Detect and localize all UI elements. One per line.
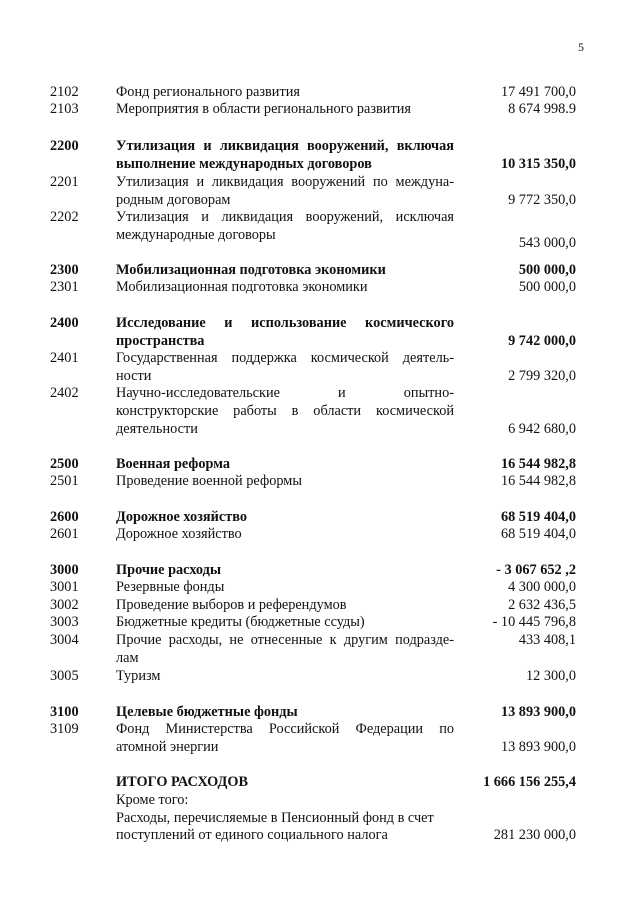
section-code: 3000 [50, 562, 79, 578]
row-code: 2402 [50, 385, 79, 401]
section-amount: 9 742 000,0 [508, 332, 576, 349]
desc-line: Исследование и использование космического [116, 315, 454, 331]
row-description: Проведение выборов и референдумов [116, 597, 347, 613]
row-description [116, 174, 454, 210]
desc-line: конструкторские работы в области космической [116, 402, 454, 419]
row-description: Мобилизационная подготовка экономики [116, 279, 368, 295]
total-amount: 1 666 156 255,4 [483, 774, 576, 790]
section-code: 2600 [50, 509, 79, 525]
row-description: Дорожное хозяйство [116, 526, 242, 542]
section-code: 3100 [50, 704, 79, 720]
row-description [116, 632, 454, 668]
row-code: 2201 [50, 174, 79, 190]
desc-line: ности [116, 367, 152, 384]
desc-line: Фонд Министерства Российской Федерации по [116, 721, 454, 737]
row-amount: 4 300 000,0 [508, 579, 576, 595]
row-description: Бюджетные кредиты (бюджетные ссуды) [116, 614, 365, 630]
row-amount: 68 519 404,0 [500, 526, 576, 542]
section-title: Целевые бюджетные фонды [116, 704, 298, 720]
pension-description [116, 810, 454, 846]
row-amount: 12 300,0 [525, 668, 576, 684]
section-amount: 10 315 350,0 [500, 155, 576, 172]
section-code: 2300 [50, 262, 79, 278]
section-title: Дорожное хозяйство [116, 509, 248, 525]
row-description: Резервные фонды [116, 579, 225, 595]
desc-line: Прочие расходы, не отнесенные к другим подразде- [116, 632, 454, 648]
desc-line: Утилизация и ликвидация вооружений, исключая [116, 209, 454, 225]
row-code: 3002 [50, 597, 79, 613]
section-title: Прочие расходы [116, 562, 222, 578]
desc-line: поступлений от единого социального налога [116, 827, 388, 844]
row-code: 2301 [50, 279, 79, 295]
desc-line: Научно-исследовательские и опытно- [116, 385, 454, 401]
desc-line: международные договоры [116, 226, 276, 243]
row-description [116, 385, 454, 438]
desc-line: атомной энергии [116, 738, 219, 755]
section-amount: 13 893 900,0 [500, 704, 576, 720]
besides-label: Кроме того: [116, 791, 189, 808]
desc-line: Государственная поддержка космической деятель- [116, 350, 454, 366]
total-label: ИТОГО РАСХОДОВ [116, 774, 248, 790]
section-amount: - 3 067 652 ,2 [496, 562, 576, 578]
row-code: 2102 [50, 84, 79, 100]
row-description: Проведение военной реформы [116, 473, 302, 489]
row-description [116, 721, 454, 757]
row-amount: 9 772 350,0 [508, 191, 576, 208]
section-title [116, 315, 454, 351]
desc-line: Утилизация и ликвидация вооружений, включая [116, 138, 454, 154]
section-title: Мобилизационная подготовка экономики [116, 262, 386, 278]
section-code: 2500 [50, 456, 79, 472]
section-title: Военная реформа [116, 456, 230, 472]
row-description [116, 209, 454, 245]
desc-line: выполнение международных договоров [116, 155, 372, 172]
row-amount: 500 000,0 [518, 279, 576, 295]
section-title [116, 138, 454, 174]
row-amount: 16 544 982,8 [500, 473, 576, 489]
row-description [116, 350, 454, 386]
pension-amount: 281 230 000,0 [493, 827, 576, 844]
section-amount: 16 544 982,8 [500, 456, 576, 472]
row-amount: 2 632 436,5 [508, 597, 576, 613]
section-amount: 68 519 404,0 [500, 509, 576, 525]
row-code: 2501 [50, 473, 79, 489]
desc-line: Расходы, перечисляемые в Пенсионный фонд в счет [116, 809, 434, 826]
row-amount: - 10 445 796,8 [492, 614, 576, 630]
row-amount: 6 942 680,0 [508, 420, 576, 437]
row-amount: 17 491 700,0 [500, 84, 576, 100]
row-amount: 433 408,1 [518, 632, 576, 648]
page-number: 5 [578, 40, 584, 54]
desc-line: пространства [116, 332, 205, 349]
row-amount: 2 799 320,0 [508, 367, 576, 384]
desc-line: родным договорам [116, 191, 231, 208]
row-description: Туризм [116, 668, 161, 684]
row-amount: 13 893 900,0 [500, 738, 576, 755]
row-code: 2601 [50, 526, 79, 542]
row-description: Мероприятия в области регионального развития [116, 101, 411, 117]
row-amount: 543 000,0 [518, 235, 576, 251]
desc-line: Утилизация и ликвидация вооружений по междуна- [116, 174, 454, 190]
row-code: 3004 [50, 632, 79, 648]
section-code: 2400 [50, 315, 79, 331]
desc-line: лам [116, 649, 139, 666]
row-amount: 8 674 998.9 [508, 101, 576, 117]
row-code: 3001 [50, 579, 79, 595]
row-code: 3003 [50, 614, 79, 630]
row-code: 2103 [50, 101, 79, 117]
row-code: 3109 [50, 721, 79, 737]
row-code: 3005 [50, 668, 79, 684]
desc-line: деятельности [116, 420, 198, 437]
section-code: 2200 [50, 138, 79, 154]
row-description: Фонд регионального развития [116, 84, 300, 100]
section-amount: 500 000,0 [518, 262, 576, 278]
row-code: 2202 [50, 209, 79, 225]
row-code: 2401 [50, 350, 79, 366]
